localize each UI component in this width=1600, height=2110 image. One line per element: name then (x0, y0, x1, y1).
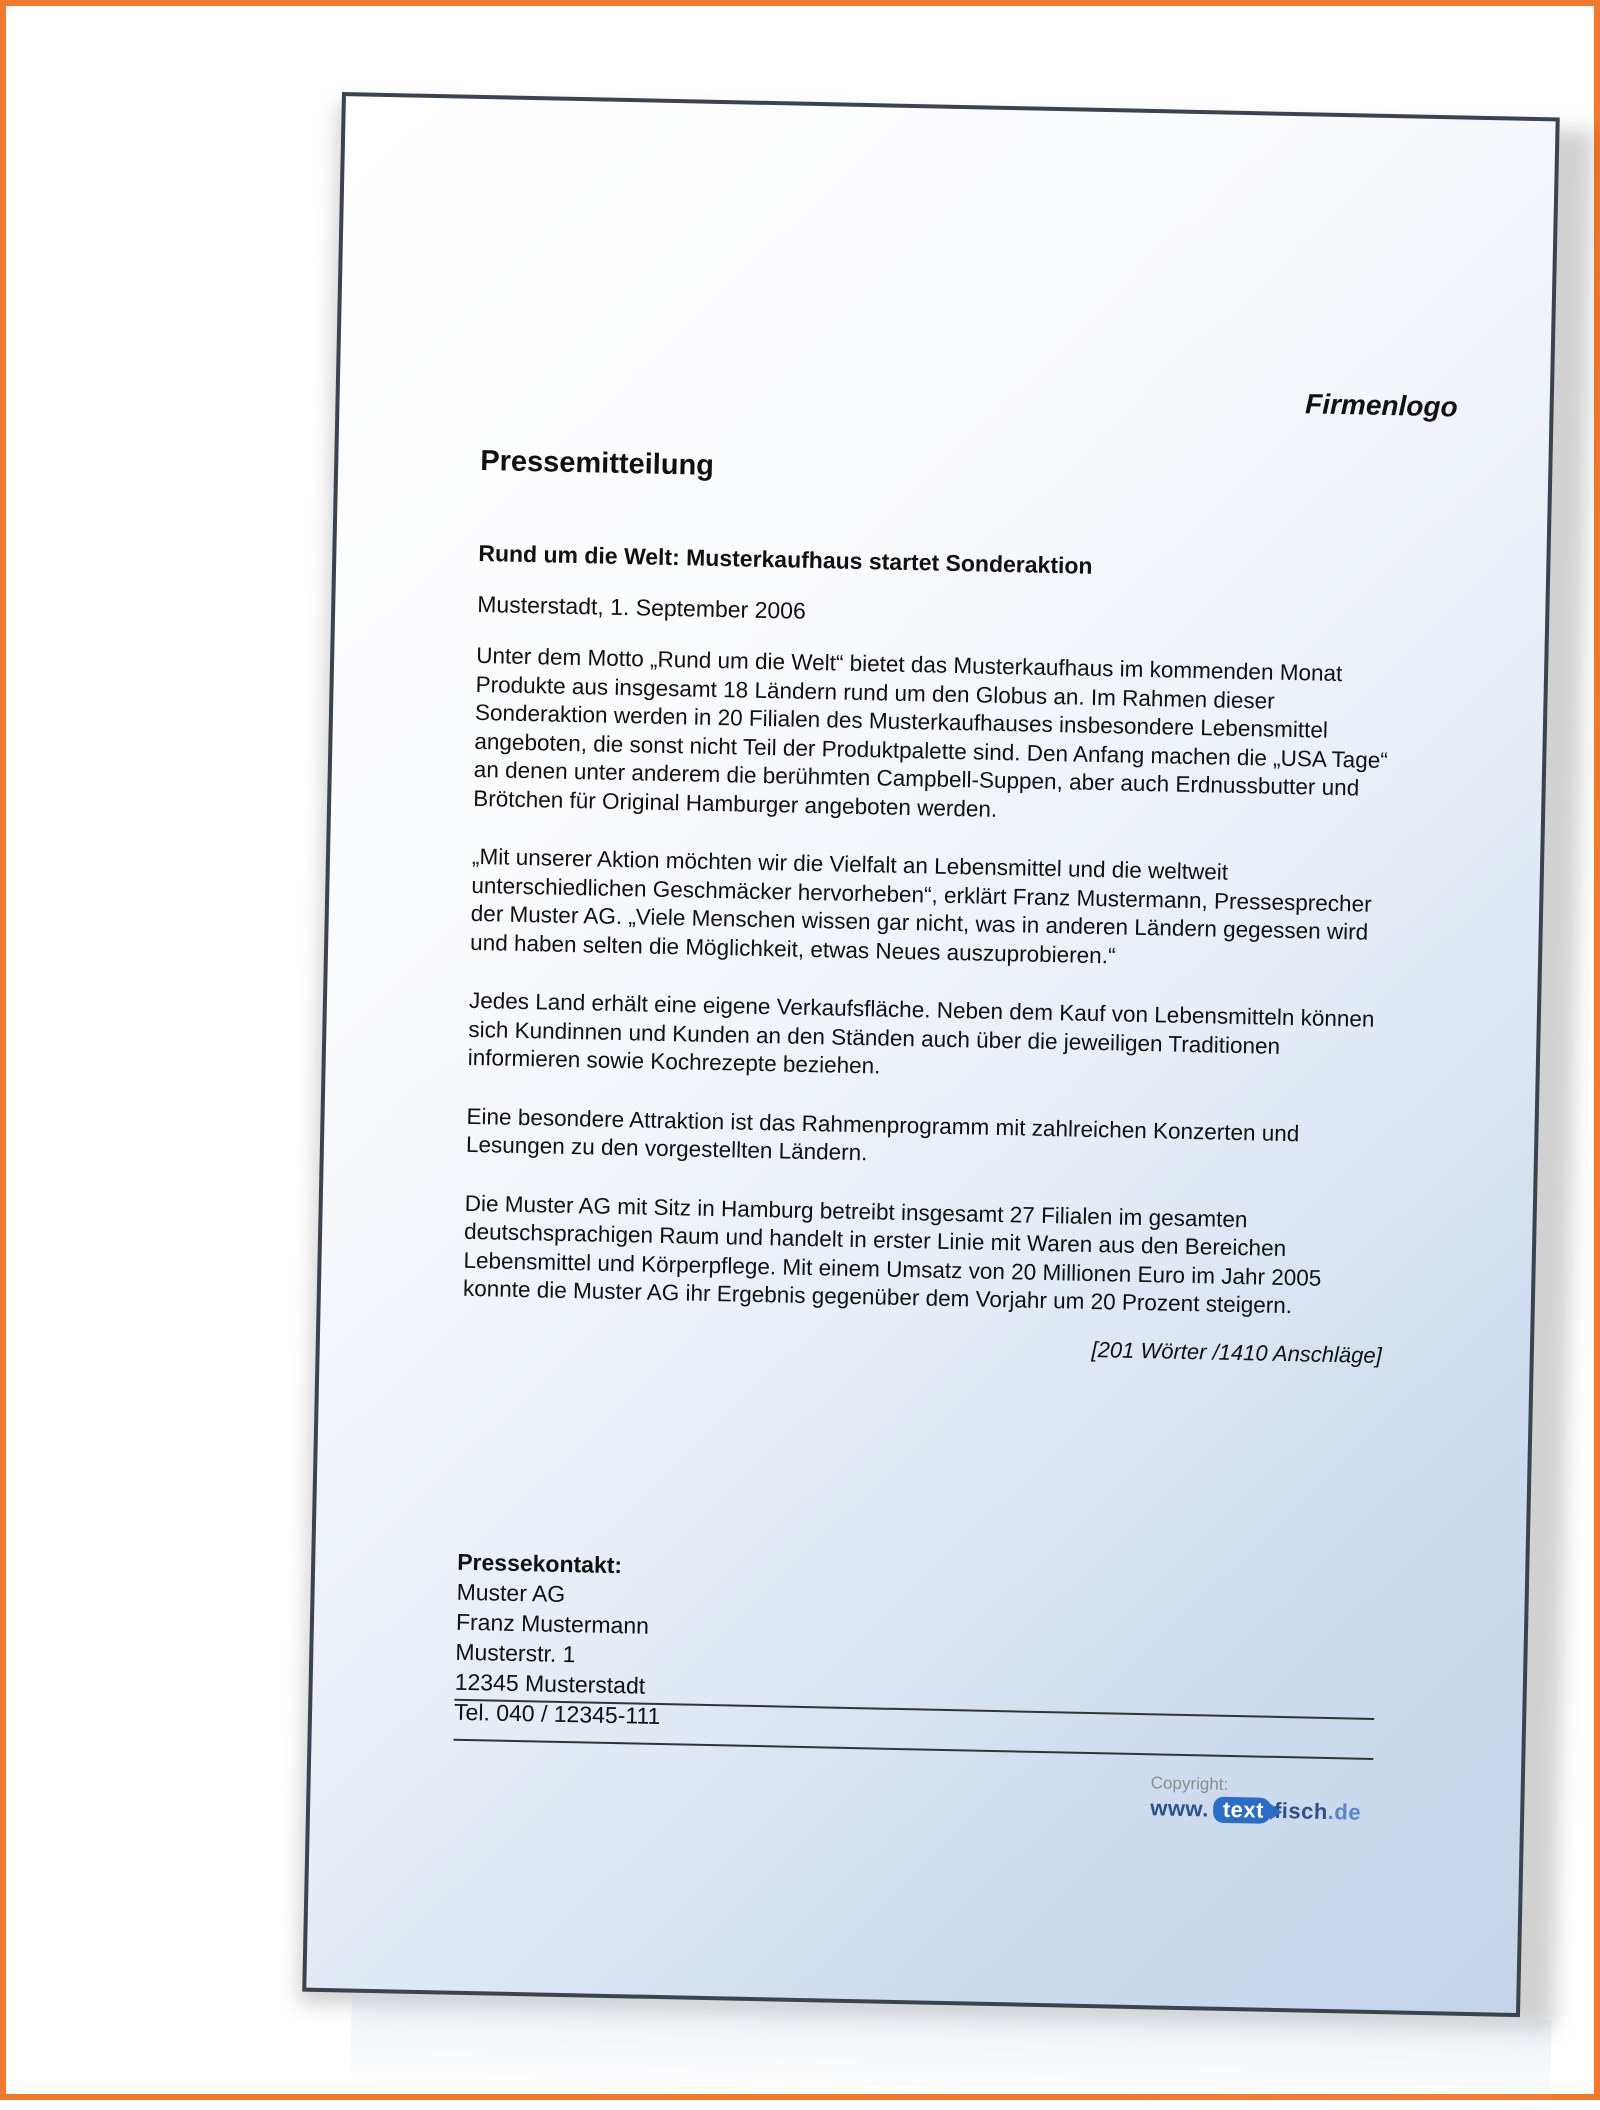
textfisch-logo (1150, 1795, 1390, 1826)
word-count-note: [201 Wörter /1410 Anschläge] (1091, 1336, 1383, 1368)
contact-company: Muster AG (456, 1578, 566, 1608)
dateline: Musterstadt, 1. September 2006 (477, 590, 807, 624)
body-paragraph-4: Eine besondere Attraktion ist das Rahmenprogramm mit zahlreichen Konzerten und Lesungen zu den vorgestellten Ländern. (465, 1103, 1300, 1166)
press-headline: Rund um die Welt: Musterkaufhaus startet Sonderaktion (478, 539, 1093, 579)
body-paragraph-3: Jedes Land erhält eine eigene Verkaufsfläche. Neben dem Kauf von Lebensmitteln können sich Kundinnen und Kunden an den Ständen auch über die jeweiligen Traditionen informieren sowie Kochrezepte beziehen. (467, 987, 1375, 1079)
company-logo-placeholder: Firmenlogo (1304, 388, 1458, 423)
contact-name: Franz Mustermann (455, 1608, 650, 1639)
document-body (462, 445, 1401, 1369)
document-type-title: Pressemitteilung (479, 444, 715, 482)
contact-street: Musterstr. 1 (455, 1638, 576, 1668)
contact-city: 12345 Musterstadt (454, 1668, 646, 1699)
brand-tld: .de (1327, 1799, 1362, 1825)
body-paragraph-2: „Mit unserer Aktion möchten wir die Vielfalt an Lebensmittel und die weltweit unterschiedlichen Geschmäcker hervorheben“, erklärt Franz Mustermann, Pressesprecher der Muster AG. „Viele Menschen wissen gar nicht, was in anderen Ländern gegessen wird und haben selten die Möglichkeit, etwas Neues auszuprobieren.“ (469, 843, 1372, 968)
contact-phone: Tel. 040 / 12345-111 (453, 1698, 661, 1730)
copyright-block (1150, 1773, 1391, 1826)
brand-main: fisch (1273, 1797, 1329, 1825)
body-paragraph-1: Unter dem Motto „Rund um die Welt“ bietet das Musterkaufhaus im kommenden Monat Produkte aus insgesamt 18 Ländern rund um den Globus an. Im Rahmen dieser Sonderaktion werden in 20 Filialen des Musterkaufhauses insbesondere Lebensmittel angeboten, die sonst nicht Teil der Produktpalette sind. Den Anfang machen die „USA Tage“ an denen unter anderem die berühmten Campbell-Suppen, aber auch Erdnussbutter und Brötchen für Original Hamburger angeboten werden. (472, 642, 1389, 822)
press-contact-title: Pressekontakt: (456, 1548, 623, 1579)
fish-icon: text (1213, 1797, 1273, 1824)
body-paragraph-5: Die Muster AG mit Sitz in Hamburg betreibt insgesamt 27 Filialen im gesamten deutschsprachigen Raum und handelt in erster Linie mit Waren aus den Bereichen Lebensmittel und Körperpflege. Mit einem Umsatz von 20 Millionen Euro im Jahr 2005 konnte die Muster AG ihr Ergebnis gegenüber dem Vorjahr um 20 Prozent steigern. (462, 1190, 1322, 1319)
copyright-label: Copyright: (1150, 1773, 1229, 1794)
document-page (302, 92, 1560, 2017)
footer-divider-bottom (453, 1739, 1373, 1760)
brand-prefix: www. (1149, 1795, 1210, 1822)
